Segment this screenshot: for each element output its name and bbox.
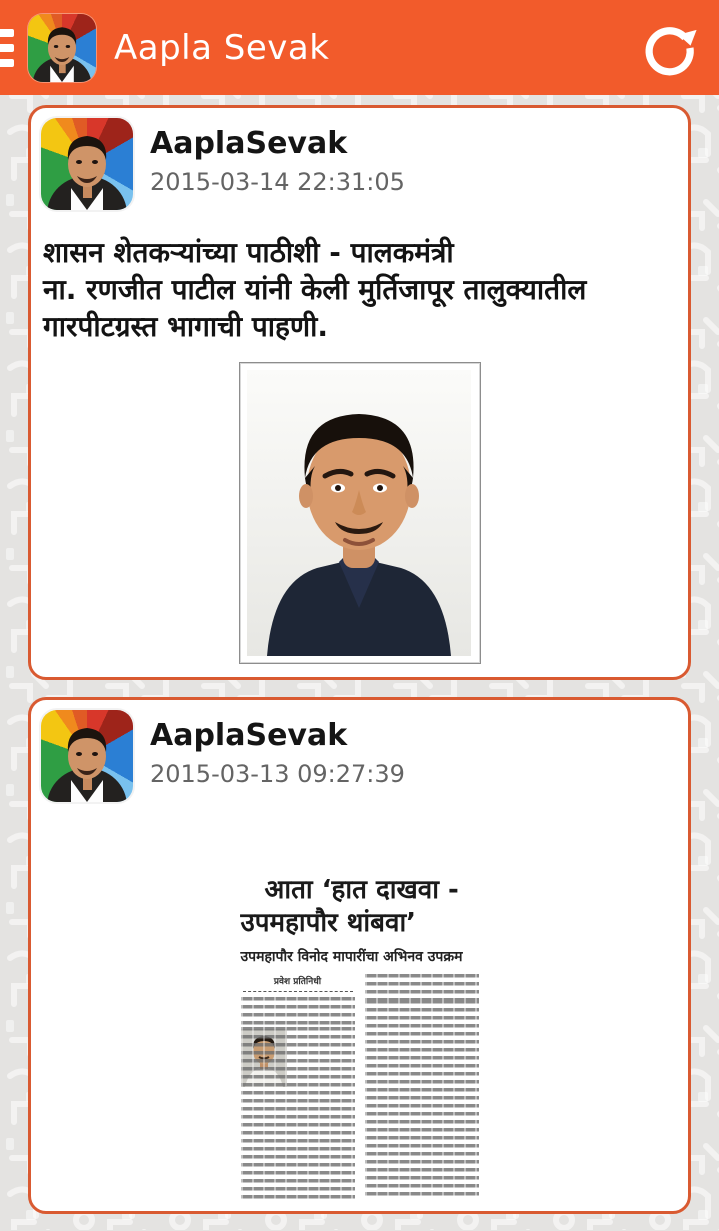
author-avatar [41, 710, 133, 802]
clipping-text-block [365, 1000, 479, 1198]
newspaper-clipping-image[interactable] [241, 874, 479, 1199]
app-logo-icon [28, 14, 96, 82]
post-timestamp: 2015-03-14 22:31:05 [150, 168, 405, 196]
clipping-headline-line2: उपमहापौर थांबवा’ [240, 908, 417, 938]
clipping-text-block [241, 1027, 355, 1199]
post-body-line: ना. रणजीत पाटील यांनी केली मुर्तिजापूर तालुक्यातील [43, 273, 587, 306]
clipping-columns [241, 974, 479, 1199]
post-body-line: शासन शेतकऱ्यांच्या पाठीशी - पालकमंत्री [43, 236, 454, 269]
avatar-man-portrait [41, 118, 133, 210]
clipping-left-column [241, 974, 355, 1199]
clipping-subheadline: उपमहापौर विनोद मापारींचा अभिनव उपक्रम [240, 949, 463, 965]
page-title: Aapla Sevak [114, 27, 330, 68]
clipping-right-column [365, 974, 479, 1199]
post-header [31, 108, 688, 210]
post-meta [150, 710, 405, 802]
post-body-line: गारपीटग्रस्त भागाची पाहणी. [43, 310, 329, 343]
clipping-headline-line1: आता ‘हात दाखवा - [264, 875, 459, 905]
avatar-man-portrait [41, 710, 133, 802]
hamburger-menu-icon[interactable] [0, 29, 14, 67]
post-meta [150, 118, 405, 210]
refresh-icon[interactable] [639, 17, 701, 79]
clipping-byline: प्रवेश प्रतिनिधी [273, 977, 322, 987]
clipping-text-block [365, 974, 479, 1000]
clipping-byline-divider [243, 991, 353, 992]
post-timestamp: 2015-03-13 09:27:39 [150, 760, 405, 788]
author-name: AaplaSevak [150, 718, 348, 753]
post-body-text [31, 210, 688, 345]
app-logo-man-portrait [28, 14, 96, 82]
author-avatar [41, 118, 133, 210]
post-card[interactable] [28, 105, 691, 680]
clipping-text-block [241, 997, 355, 1027]
post-header [31, 700, 688, 802]
app-header-bar [0, 0, 719, 95]
author-name: AaplaSevak [150, 126, 348, 161]
post-card[interactable] [28, 697, 691, 1214]
post-photo[interactable] [239, 362, 481, 664]
post-feed [0, 95, 719, 1231]
